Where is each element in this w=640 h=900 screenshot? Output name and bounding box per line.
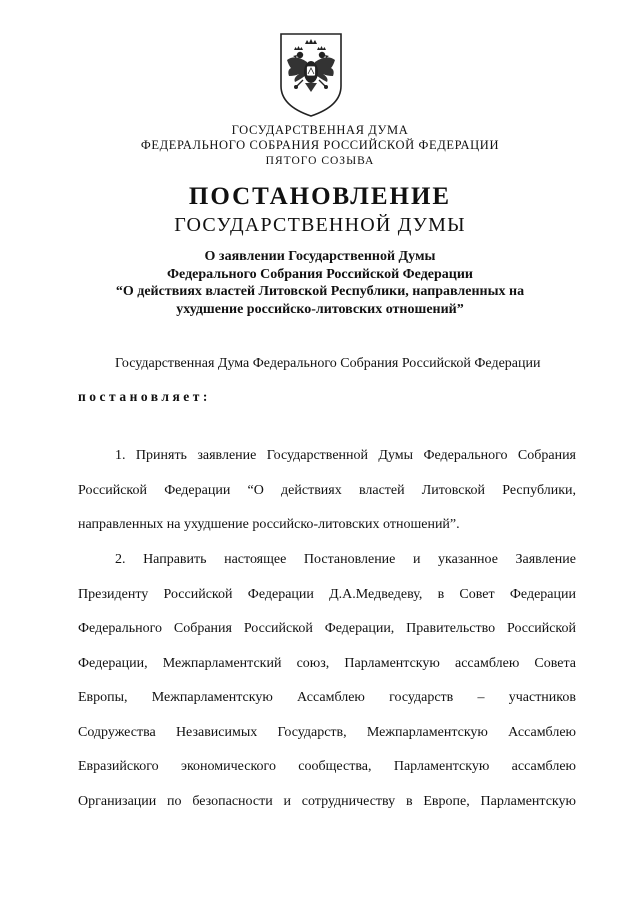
double-headed-eagle-coat-of-arms-icon bbox=[277, 30, 345, 120]
item-2-paragraph bbox=[78, 543, 576, 819]
item-1-line: Российской Федерации “О действиях властей Литовской Республики, bbox=[78, 482, 576, 498]
intro-paragraph bbox=[78, 347, 576, 382]
item-2-line: Организации по безопасности и сотрудничеству в Европе, Парламентскую bbox=[78, 793, 576, 809]
item-2-line: Содружества Независимых Государств, Межпарламентскую Ассамблею bbox=[78, 724, 576, 740]
item-1-line: направленных на ухудшение российско-литовских отношений”. bbox=[78, 517, 460, 532]
item-2-line: Евразийского экономического сообщества, Парламентскую ассамблею bbox=[78, 759, 576, 774]
subject-line: “О действиях властей Литовской Республики, направленных на bbox=[115, 284, 525, 299]
item-1-paragraph bbox=[78, 439, 576, 543]
item-1-line: 1. Принять заявление Государственной Думы Федерального Собрания bbox=[115, 448, 576, 463]
item-2-line: Федерального Собрания Российской Федерации, Правительство Российской bbox=[78, 621, 576, 636]
subject-line: Федерального Собрания Российской Федерации bbox=[167, 266, 473, 282]
subject-line: ухудшение российско-литовских отношений” bbox=[176, 301, 464, 317]
org-line-1: ГОСУДАРСТВЕННАЯ ДУМА bbox=[231, 123, 409, 137]
intro-line: Государственная Дума Федерального Собрания Российской Федерации bbox=[115, 356, 541, 371]
item-2-line: Президенту Российской Федерации Д.А.Медведеву, в Совет Федерации bbox=[78, 586, 576, 602]
org-line-2: ФЕДЕРАЛЬНОГО СОБРАНИЯ РОССИЙСКОЙ ФЕДЕРАЦИИ bbox=[140, 138, 500, 152]
document-subject bbox=[0, 248, 640, 318]
resolves-word: постановляет: bbox=[78, 389, 211, 404]
item-2-line: 2. Направить настоящее Постановление и указанное Заявление bbox=[115, 552, 576, 567]
document-subtitle: ГОСУДАРСТВЕННОЙ ДУМЫ bbox=[174, 214, 466, 236]
item-2-line: Европы, Межпарламентскую Ассамблею государств – участников bbox=[78, 690, 576, 705]
subject-line: О заявлении Государственной Думы bbox=[204, 249, 436, 264]
org-line-3: ПЯТОГО СОЗЫВА bbox=[265, 155, 375, 167]
item-2-line: Федерации, Межпарламентский союз, Парламентскую ассамблею Совета bbox=[78, 655, 576, 671]
document-title: ПОСТАНОВЛЕНИЕ bbox=[188, 183, 452, 210]
